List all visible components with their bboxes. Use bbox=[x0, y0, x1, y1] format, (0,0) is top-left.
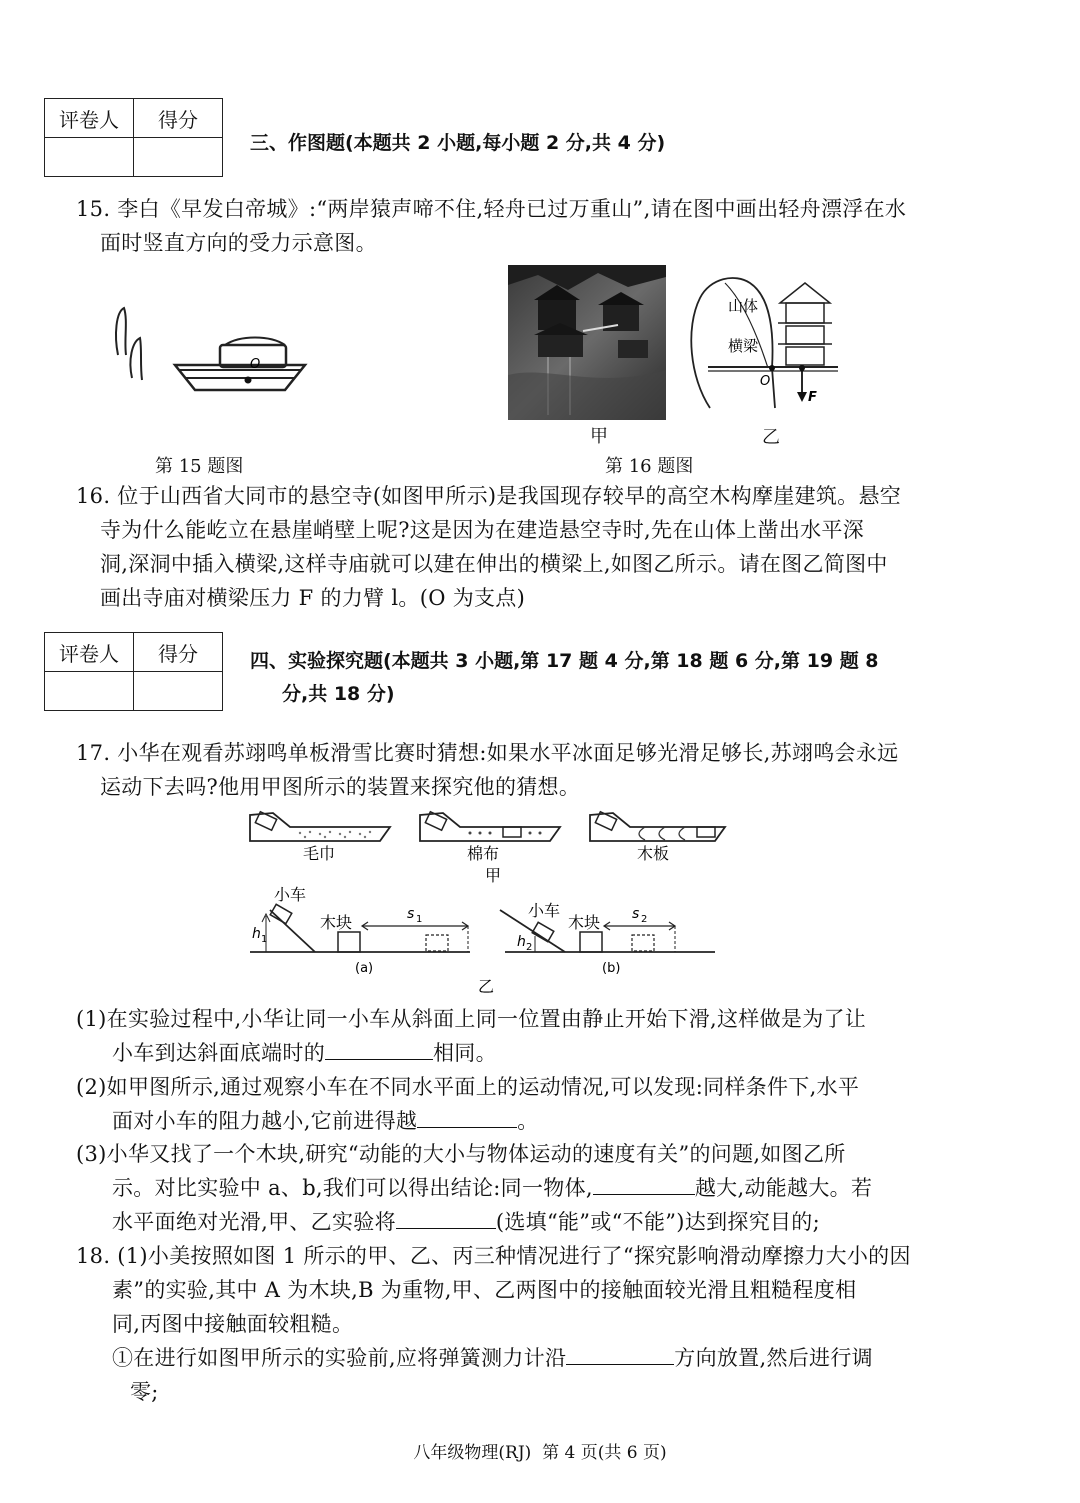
q17-p3-line2: 示。对比实验中 a、b,我们可以得出结论:同一物体, 越大,动能越大。若 bbox=[112, 1171, 872, 1206]
svg-text:2: 2 bbox=[641, 914, 648, 925]
h1-label: h bbox=[252, 926, 261, 942]
grader-label: 评卷人 bbox=[45, 99, 134, 138]
q17-p3-line3: 水平面绝对光滑,甲、乙实验将 (选填“能”或“不能”)达到探究目的; bbox=[112, 1205, 820, 1240]
svg-text:2: 2 bbox=[526, 942, 533, 953]
grader-label: 评卷人 bbox=[45, 633, 134, 672]
q16-label-yi: 乙 bbox=[762, 427, 780, 448]
grader-cell bbox=[45, 672, 134, 711]
q16-line2: 寺为什么能屹立在悬崖峭壁上呢?这是因为在建造悬空寺时,先在山体上凿出水平深 bbox=[100, 518, 865, 542]
boat-o-label: O bbox=[250, 357, 261, 372]
q17-p2-line2: 面对小车的阻力越小,它前进得越 。 bbox=[112, 1104, 539, 1139]
q17-figure-yi bbox=[250, 880, 720, 995]
q17-p3-line1: (3)小华又找了一个木块,研究“动能的大小与物体运动的速度有关”的问题,如图乙所 bbox=[76, 1142, 846, 1166]
s1-label: s bbox=[407, 906, 415, 922]
page-footer: 八年级物理(RJ) 第 4 页(共 6 页) bbox=[413, 1443, 667, 1463]
block-label-b: 木块 bbox=[568, 913, 601, 932]
surface-towel bbox=[250, 812, 390, 841]
q15-caption: 第 15 题图 bbox=[155, 456, 244, 477]
fig-yi-label: 乙 bbox=[478, 977, 495, 995]
q17-line2: 运动下去吗?他用甲图所示的装置来探究他的猜想。 bbox=[100, 775, 581, 799]
force-label: F bbox=[808, 390, 817, 405]
svg-text:1: 1 bbox=[416, 914, 423, 925]
label-a: (a) bbox=[355, 961, 374, 976]
s2-label: s bbox=[632, 906, 640, 922]
experiment-a bbox=[250, 885, 470, 976]
q16-line4: 画出寺庙对横梁压力 F 的力臂 l。(O 为支点) bbox=[100, 586, 526, 610]
waves-icon bbox=[116, 308, 126, 355]
block-a bbox=[338, 932, 360, 952]
q18-sub1-line2: 零; bbox=[130, 1380, 159, 1404]
q17-p1-line2: 小车到达斜面底端时的 相同。 bbox=[112, 1036, 497, 1071]
section3-title: 三、作图题(本题共 2 小题,每小题 2 分,共 4 分) bbox=[250, 132, 666, 154]
answer-blank-3[interactable] bbox=[593, 1172, 695, 1195]
q16-line1: 16. 位于山西省大同市的悬空寺(如图甲所示)是我国现存较早的高空木构摩崖建筑。悬空 bbox=[76, 484, 902, 508]
q16-photo-jia bbox=[508, 265, 666, 420]
score-cell bbox=[134, 138, 223, 177]
score-cell bbox=[134, 672, 223, 711]
pivot-label: O bbox=[760, 374, 771, 389]
answer-blank-1[interactable] bbox=[325, 1037, 433, 1060]
score-table-section3 bbox=[44, 98, 223, 177]
answer-blank-4[interactable] bbox=[396, 1206, 496, 1229]
label-b: (b) bbox=[602, 961, 621, 976]
score-label: 得分 bbox=[134, 99, 223, 138]
experiment-b bbox=[500, 901, 715, 976]
q15-line2: 面时竖直方向的受力示意图。 bbox=[100, 231, 377, 255]
waves-icon-2 bbox=[130, 338, 142, 380]
surface-wood bbox=[590, 812, 725, 841]
q16-diagram-yi bbox=[680, 268, 845, 418]
q15-boat-figure bbox=[100, 300, 315, 400]
svg-text:1: 1 bbox=[261, 934, 268, 945]
answer-blank-5[interactable] bbox=[566, 1342, 674, 1365]
q17-figure-jia bbox=[245, 805, 735, 885]
grader-cell bbox=[45, 138, 134, 177]
q16-label-jia: 甲 bbox=[590, 426, 608, 447]
pivot-point bbox=[769, 365, 775, 371]
q18-sub1-line1: ①在进行如图甲所示的实验前,应将弹簧测力计沿 方向放置,然后进行调 bbox=[112, 1341, 873, 1376]
fig-jia-label: 甲 bbox=[485, 866, 502, 885]
section4-title-line2: 分,共 18 分) bbox=[282, 683, 395, 705]
cotton-label: 棉布 bbox=[467, 844, 500, 863]
score-label: 得分 bbox=[134, 633, 223, 672]
surface-cotton bbox=[420, 812, 560, 841]
section4-title-line1: 四、实验探究题(本题共 3 小题,第 17 题 4 分,第 18 题 6 分,第 19 题 8 bbox=[250, 650, 879, 672]
mountain-label: 山体 bbox=[728, 297, 759, 315]
q16-line3: 洞,深洞中插入横梁,这样寺庙就可以建在伸出的横梁上,如图乙所示。请在图乙简图中 bbox=[100, 552, 888, 576]
q15-line1: 15. 李白《早发白帝城》:“两岸猿声啼不住,轻舟已过万重山”,请在图中画出轻舟漂浮在水 bbox=[76, 197, 907, 221]
q18-line1: 18. (1)小美按照如图 1 所示的甲、乙、丙三种情况进行了“探究影响滑动摩擦力大小的因 bbox=[76, 1244, 911, 1268]
beam-label: 横梁 bbox=[728, 337, 759, 355]
q16-caption: 第 16 题图 bbox=[605, 456, 694, 477]
wood-label: 木板 bbox=[637, 844, 670, 863]
block-b bbox=[580, 932, 602, 952]
block-label-a: 木块 bbox=[320, 913, 353, 932]
car-label-a: 小车 bbox=[274, 885, 307, 904]
answer-blank-2[interactable] bbox=[417, 1105, 517, 1128]
q17-line1: 17. 小华在观看苏翊鸣单板滑雪比赛时猜想:如果水平冰面足够光滑足够长,苏翊鸣会永远 bbox=[76, 741, 899, 765]
h2-label: h bbox=[517, 934, 526, 950]
q18-line3: 同,丙图中接触面较粗糙。 bbox=[112, 1312, 354, 1336]
towel-label: 毛巾 bbox=[303, 844, 336, 863]
q17-p2-line1: (2)如甲图所示,通过观察小车在不同水平面上的运动情况,可以发现:同样条件下,水平 bbox=[76, 1075, 860, 1099]
boat-center-point bbox=[245, 377, 252, 384]
score-table-section4 bbox=[44, 632, 223, 711]
car-label-b: 小车 bbox=[528, 901, 561, 920]
q18-line2: 素”的实验,其中 A 为木块,B 为重物,甲、乙两图中的接触面较光滑且粗糙程度相 bbox=[112, 1278, 857, 1302]
q17-p1-line1: (1)在实验过程中,小华让同一小车从斜面上同一位置由静止开始下滑,这样做是为了让 bbox=[76, 1007, 867, 1031]
